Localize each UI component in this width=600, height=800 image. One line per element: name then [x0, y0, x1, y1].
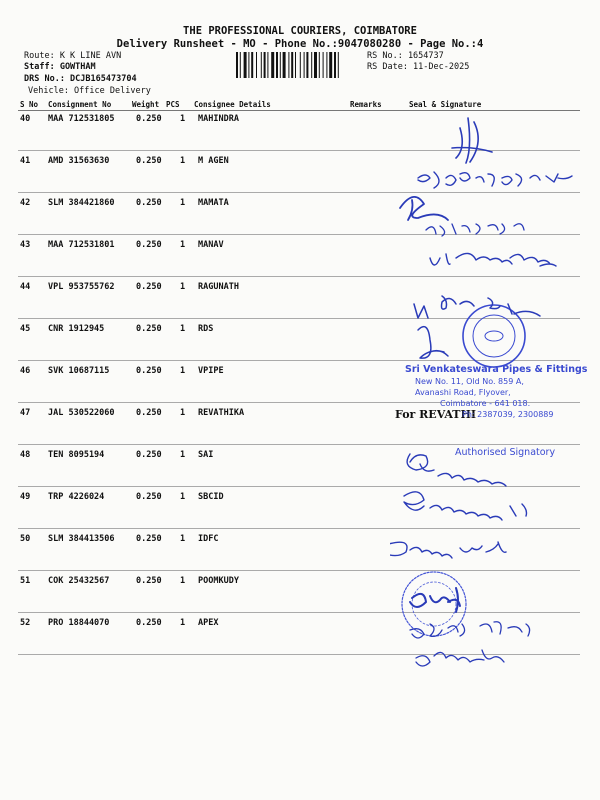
- row-consignee: RDS: [198, 324, 214, 334]
- row-consignee: MANAV: [198, 240, 224, 250]
- handwritten-signatures: [390, 108, 590, 708]
- col-consignment: Consignment No: [48, 100, 112, 109]
- company-title: THE PROFESSIONAL COURIERS, COIMBATORE: [183, 25, 417, 37]
- row-pcs: 1: [180, 576, 186, 586]
- row-weight: 0.250: [136, 534, 162, 544]
- col-remarks: Remarks: [350, 100, 382, 109]
- row-weight: 0.250: [136, 576, 162, 586]
- runsheet-subtitle: Delivery Runsheet - MO - Phone No.:9047080280 - Page No.:4: [116, 38, 484, 50]
- stamp-phone: Ph: 2387039, 2300889: [462, 410, 554, 419]
- rs-date: RS Date: 11-Dec-2025: [367, 62, 470, 72]
- stamp-address-line-2: Avanashi Road, Flyover,: [415, 388, 511, 397]
- rs-number: RS No.: 1654737: [367, 51, 444, 61]
- row-weight: 0.250: [136, 324, 162, 334]
- vehicle-label: Vehicle: Office Delivery: [28, 86, 151, 96]
- stamp-address-line-1: New No. 11, Old No. 859 A,: [415, 377, 524, 386]
- col-weight: Weight: [132, 100, 160, 109]
- row-sno: 48: [20, 450, 31, 460]
- row-consignment-no: TEN 8095194: [48, 450, 105, 460]
- staff-label: Staff: GOWTHAM: [24, 62, 96, 72]
- stamp-for-label: For REVATHI: [395, 408, 477, 421]
- row-consignment-no: COK 25432567: [48, 576, 110, 586]
- row-consignee: IDFC: [198, 534, 219, 544]
- row-sno: 43: [20, 240, 31, 250]
- row-consignee: APEX: [198, 618, 219, 628]
- row-consignment-no: PRO 18844070: [48, 618, 110, 628]
- col-seal-signature: Seal & Signature: [409, 100, 482, 109]
- row-sno: 50: [20, 534, 31, 544]
- row-weight: 0.250: [136, 492, 162, 502]
- row-pcs: 1: [180, 198, 186, 208]
- row-consignee: VPIPE: [198, 366, 224, 376]
- row-sno: 51: [20, 576, 31, 586]
- row-consignment-no: MAA 712531801: [48, 240, 115, 250]
- row-pcs: 1: [180, 366, 186, 376]
- row-sno: 41: [20, 156, 31, 166]
- row-consignee: REVATHIKA: [198, 408, 245, 418]
- row-consignee: MAMATA: [198, 198, 229, 208]
- row-consignee: SAI: [198, 450, 214, 460]
- row-weight: 0.250: [136, 240, 162, 250]
- row-weight: 0.250: [136, 408, 162, 418]
- row-consignee: POOMKUDY: [198, 576, 239, 586]
- row-pcs: 1: [180, 618, 186, 628]
- row-consignment-no: JAL 530522060: [48, 408, 115, 418]
- row-pcs: 1: [180, 324, 186, 334]
- row-sno: 52: [20, 618, 31, 628]
- row-weight: 0.250: [136, 618, 162, 628]
- row-pcs: 1: [180, 156, 186, 166]
- row-consignee: MAHINDRA: [198, 114, 239, 124]
- row-consignee: M AGEN: [198, 156, 229, 166]
- row-consignment-no: CNR 1912945: [48, 324, 105, 334]
- row-pcs: 1: [180, 240, 186, 250]
- row-consignment-no: AMD 31563630: [48, 156, 110, 166]
- stamp-authorised-signatory: Authorised Signatory: [455, 447, 556, 458]
- row-sno: 49: [20, 492, 31, 502]
- stamp-address-line-3: Coimbatore - 641 018.: [440, 399, 531, 408]
- row-sno: 40: [20, 114, 31, 124]
- row-consignment-no: TRP 4226024: [48, 492, 105, 502]
- row-consignee: RAGUNATH: [198, 282, 239, 292]
- row-sno: 42: [20, 198, 31, 208]
- row-consignment-no: SLM 384421860: [48, 198, 115, 208]
- row-weight: 0.250: [136, 198, 162, 208]
- row-sno: 44: [20, 282, 31, 292]
- route-label: Route: K K LINE AVN: [24, 51, 122, 61]
- stamp-company-name: Sri Venkateswara Pipes & Fittings: [405, 364, 588, 375]
- row-weight: 0.250: [136, 156, 162, 166]
- row-consignment-no: VPL 953755762: [48, 282, 115, 292]
- col-sno: S No: [20, 100, 39, 109]
- row-weight: 0.250: [136, 114, 162, 124]
- col-consignee: Consignee Details: [194, 100, 271, 109]
- row-pcs: 1: [180, 450, 186, 460]
- row-pcs: 1: [180, 408, 186, 418]
- row-consignee: SBCID: [198, 492, 224, 502]
- row-sno: 45: [20, 324, 31, 334]
- row-consignment-no: MAA 712531805: [48, 114, 115, 124]
- barcode-image: [236, 52, 364, 78]
- row-pcs: 1: [180, 282, 186, 292]
- row-consignment-no: SLM 384413506: [48, 534, 115, 544]
- drs-number: DRS No.: DCJB165473704: [24, 74, 137, 84]
- row-weight: 0.250: [136, 366, 162, 376]
- row-sno: 46: [20, 366, 31, 376]
- row-weight: 0.250: [136, 450, 162, 460]
- row-pcs: 1: [180, 534, 186, 544]
- row-sno: 47: [20, 408, 31, 418]
- row-weight: 0.250: [136, 282, 162, 292]
- row-pcs: 1: [180, 492, 186, 502]
- row-pcs: 1: [180, 114, 186, 124]
- row-consignment-no: SVK 10687115: [48, 366, 110, 376]
- col-pcs: PCS: [166, 100, 180, 109]
